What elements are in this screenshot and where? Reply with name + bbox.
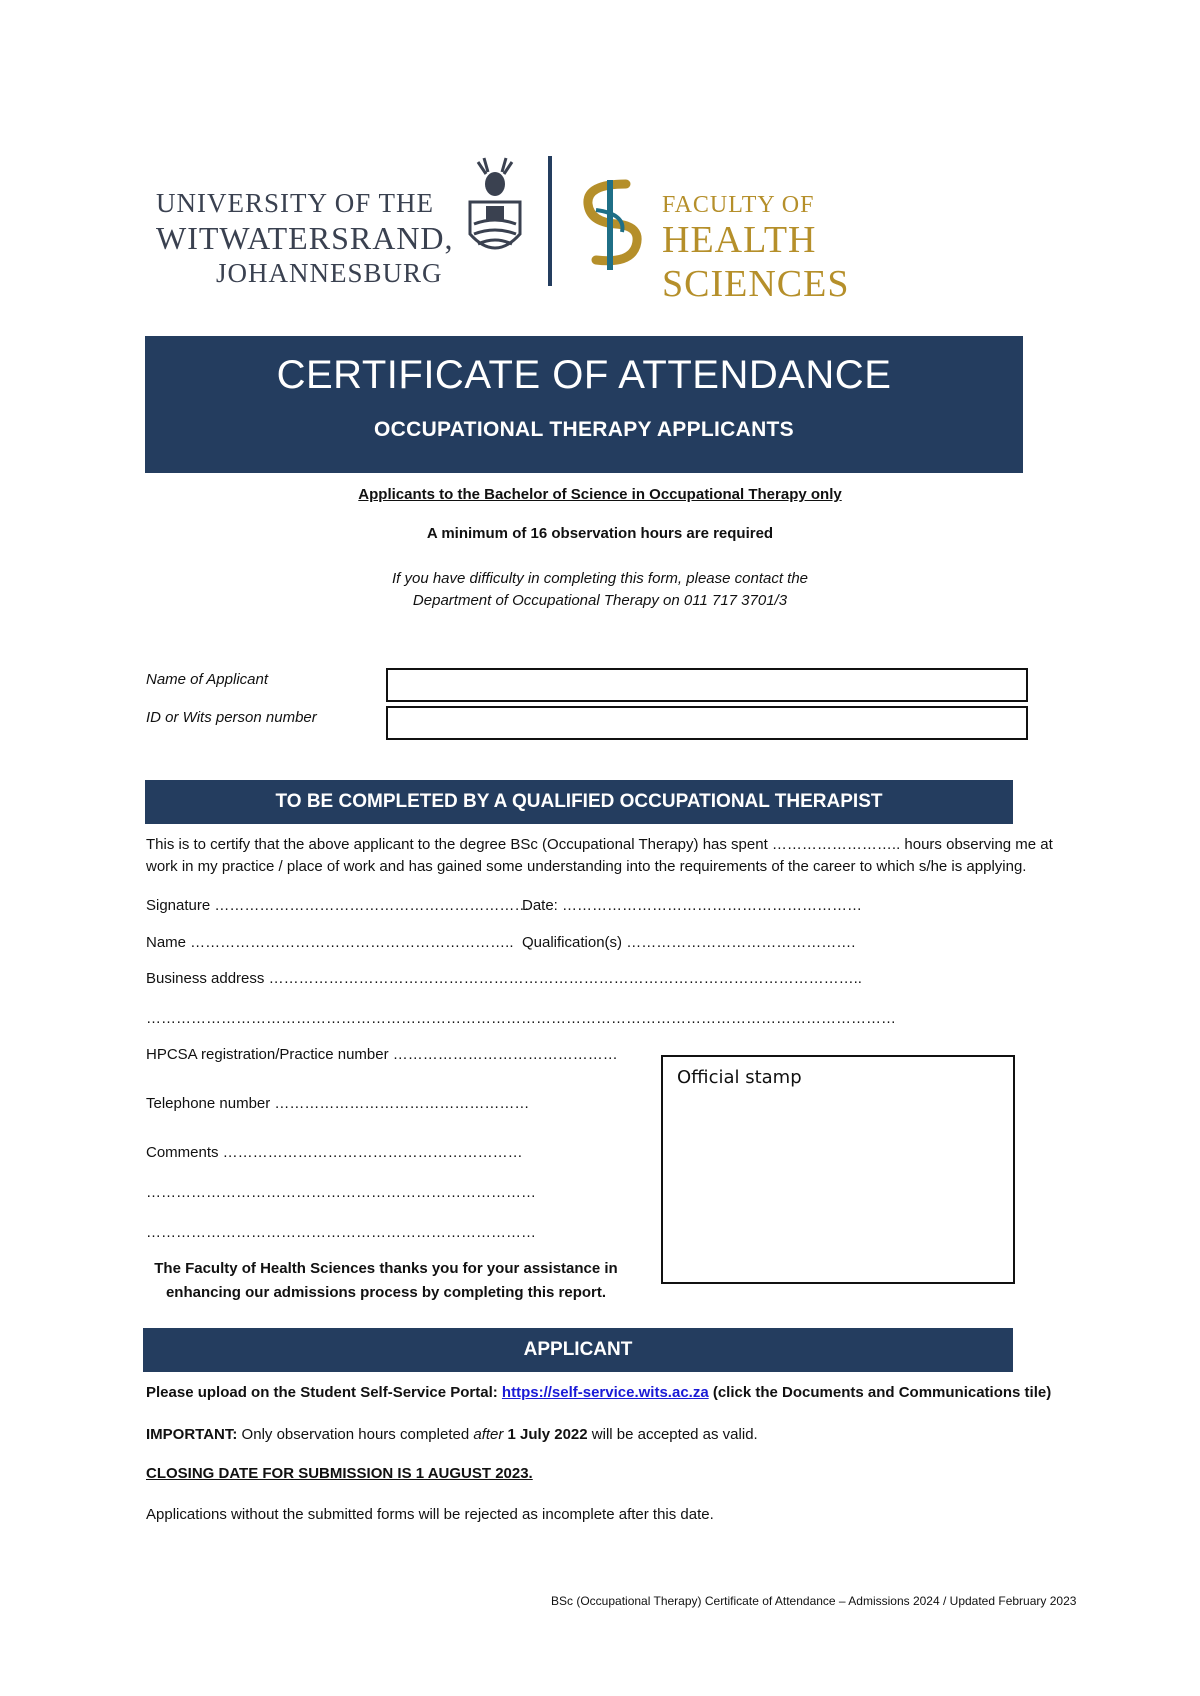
applicant-name-field[interactable] [386,668,1028,702]
official-stamp-box[interactable] [661,1055,1015,1284]
thanks-line1: The Faculty of Health Sciences thanks you for your assistance in [154,1260,618,1277]
important-text1: Only observation hours completed [237,1426,474,1443]
thanks-line2: enhancing our admissions process by completing this report. [165,1284,607,1301]
date-field[interactable]: Date: …………………………………………………… [522,897,863,914]
upload-prefix: Please upload on the Student Self-Service Portal: [146,1384,502,1401]
official-stamp-label: Official stamp [677,1067,802,1088]
upload-instructions [146,1382,1051,1404]
rejection-note: Applications without the submitted forms will be rejected as incomplete after this date. [146,1506,714,1523]
applicant-id-label: ID or Wits person number [146,709,317,726]
comments-field[interactable]: Comments …………………………………………………… [146,1144,523,1161]
university-name-line1: UNIVERSITY OF THE [156,188,434,218]
applicant-name-label: Name of Applicant [146,671,269,688]
contact-note-line2: Department of Occupational Therapy on 011 717 3701/3 [412,592,788,609]
hpcsa-number-field[interactable]: HPCSA registration/Practice number ……………………………………… [146,1046,618,1063]
upload-suffix: (click the Documents and Communications tile) [708,1384,1052,1401]
comments-line3[interactable]: …………………………………………………………………… [146,1224,536,1241]
business-address-line2[interactable]: …………………………………………………………………………………………………………………………………… [146,1010,896,1027]
business-address-field[interactable]: Business address ……………………………………………………………………………………………………….. [146,970,862,987]
important-date: 1 July 2022 [503,1426,588,1443]
applicants-only-note: Applicants to the Bachelor of Science in Occupational Therapy only [358,486,842,503]
important-label: IMPORTANT: [146,1426,238,1443]
signature-field[interactable]: Signature ……………………………………………………… [146,897,530,914]
faculty-name-line2: HEALTH SCIENCES [662,219,850,305]
comments-line2[interactable]: …………………………………………………………………… [146,1184,536,1201]
page-title: CERTIFICATE OF ATTENDANCE [276,353,892,397]
minimum-hours-note: A minimum of 16 observation hours are required [426,525,774,542]
page-subtitle: OCCUPATIONAL THERAPY APPLICANTS [374,418,794,441]
header-logo [146,148,1004,305]
certify-text-line2: work in my practice / place of work and has gained some understanding into the requirements of the career to which s/he is applying. [146,858,1027,875]
university-name-line2: WITWATERSRAND, [156,220,454,256]
closing-date-note: CLOSING DATE FOR SUBMISSION IS 1 AUGUST 2023. [146,1465,533,1482]
certify-text-line1: This is to certify that the above applicant to the degree BSc (Occupational Therapy) has spent …………………….. hours observing me at [146,836,1053,853]
self-service-portal-link[interactable]: https://self-service.wits.ac.za [501,1384,709,1401]
telephone-field[interactable]: Telephone number …………………………………………… [146,1095,530,1112]
important-after: after [473,1426,504,1443]
logo-divider [548,156,552,286]
applicant-section-header: APPLICANT [143,1328,1013,1372]
footer-text: BSc (Occupational Therapy) Certificate of Attendance – Admissions 2024 / Updated February 2023 [551,1594,1077,1608]
contact-note-line1: If you have difficulty in completing this form, please contact the [391,570,809,587]
health-sciences-emblem-icon [566,174,656,274]
university-crest-icon [464,154,526,266]
applicant-id-field[interactable] [386,706,1028,740]
important-text2: will be accepted as valid. [587,1426,758,1443]
university-name-line3: JOHANNESBURG [216,258,443,288]
therapist-section-header: TO BE COMPLETED BY A QUALIFIED OCCUPATIONAL THERAPIST [145,780,1013,824]
faculty-name-line1: FACULTY OF [662,192,815,218]
important-note [146,1424,758,1446]
therapist-name-field[interactable]: Name ……………………………………………………….. [146,934,514,951]
qualifications-field[interactable]: Qualification(s) ………………………………………. [522,934,856,951]
title-banner [145,336,1023,473]
